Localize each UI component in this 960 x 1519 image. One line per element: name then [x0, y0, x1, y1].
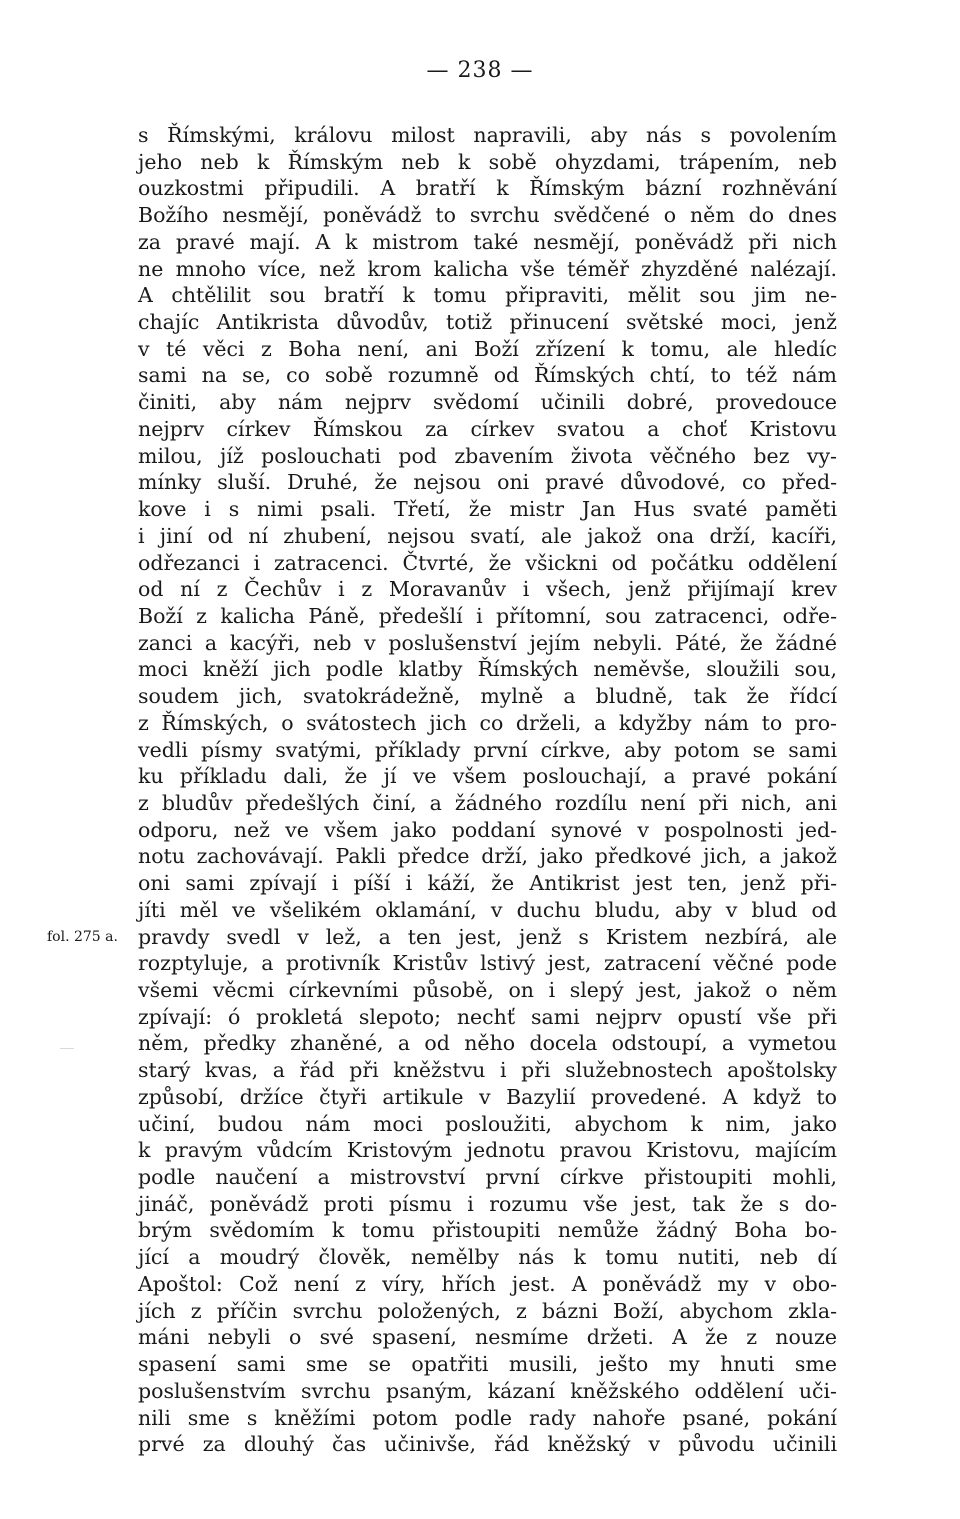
text-line: poslušenstvím svrchu psaným, kázaní kněžského oddělení uči-: [138, 1378, 837, 1403]
text-line: od ní z Čechův i z Moravanův i všech, jenž přijímají krev: [138, 577, 837, 602]
text-line: odřezanci i zatracenci. Čtvrté, že všickni od počátku oddělení: [138, 550, 837, 575]
page-number: — 238 —: [426, 58, 534, 83]
text-line: s Římskými, královu milost napravili, aby nás s povolením: [138, 123, 837, 147]
text-line: oni sami zpívají i píší i káží, že Antikrist jest ten, jenž při-: [138, 871, 837, 896]
text-line: podle naučení a mistrovství první církve přistoupiti mohli,: [138, 1165, 837, 1190]
text-line: chajíc Antikrista důvodův, totiž přinucení světské moci, jenž: [138, 310, 837, 335]
text-line: kove i s nimi psali. Třetí, že mistr Jan Hus svaté paměti: [138, 497, 837, 522]
text-line: za pravé mají. A k mistrom také nesmějí, poněvádž při nich: [138, 229, 837, 254]
text-line: ku příkladu dali, že jí ve všem poslouchají, a pravé pokání: [138, 764, 837, 789]
text-line: učiní, budou nám moci posloužiti, abychom k nim, jako: [138, 1111, 837, 1136]
text-line: i jiní od ní zhubení, nejsou svatí, ale jakož ona drží, kacíři,: [138, 523, 837, 548]
text-line: k pravým vůdcím Kristovým jednotu pravou Kristovu, majícím: [138, 1138, 837, 1163]
text-line: prvé za dlouhý čas učinivše, řád kněžský v původu učinili: [138, 1432, 837, 1457]
text-line: mínky sluší. Druhé, že nejsou oni pravé důvodové, co před-: [138, 470, 837, 495]
text-line: jích z příčin svrchu položených, z bázni Boží, abychom zkla-: [138, 1298, 837, 1323]
text-line: nejprv církev Římskou za církev svatou a choť Kristovu: [138, 416, 837, 441]
text-line: milou, jíž poslouchati pod zbavením života věčného bez vy-: [138, 443, 837, 468]
text-line: z Římských, o svátostech jich co drželi, a kdyžby nám to pro-: [138, 710, 837, 735]
text-line: soudem jich, svatokrádežně, mylně a bludně, tak že řídcí: [138, 684, 837, 709]
text-line: spasení sami sme se opatřiti musili, ješto my hnuti sme: [138, 1352, 837, 1377]
text-line: jící a moudrý člověk, nemělby nás k tomu nutiti, neb dí: [138, 1245, 837, 1270]
margin-mark: [60, 1048, 74, 1049]
text-line: odporu, než ve všem jako poddaní synové v pospolnosti jed-: [138, 817, 837, 842]
text-line: brým svědomím k tomu přistoupiti nemůže žádný Boha bo-: [138, 1218, 837, 1243]
text-line: A chtělilit sou bratří k tomu připraviti, mělit sou jim ne-: [138, 283, 837, 308]
text-line: jináč, poněvádž proti písmu i rozumu vše jest, tak že s do-: [138, 1191, 837, 1216]
text-line: Boží z kalicha Páně, předešlí i přítomní, sou zatracenci, odře-: [138, 603, 837, 628]
text-line: notu zachovávají. Pakli předce drží, jako předkové jich, a jakož: [138, 844, 837, 869]
text-line: máni nebyli o své spasení, nesmíme držeti. A že z nouze: [138, 1325, 837, 1350]
folio-margin-note: fol. 275 a.: [47, 929, 118, 945]
text-line: zanci a kacýři, neb v poslušenství jejím nebyli. Páté, že žádné: [138, 630, 837, 655]
text-line: ne mnoho více, než krom kalicha vše téměř zhyzděné nalézají.: [138, 256, 837, 281]
body-text: [138, 122, 837, 1458]
text-line: činiti, aby nám nejprv svědomí učinili dobré, provedouce: [138, 390, 837, 415]
text-line: moci kněží jich podle klatby Římských neměvše, sloužili sou,: [138, 657, 837, 682]
text-line: rozptyluje, a protivník Kristův lstivý jest, zatracení věčné pode: [138, 951, 837, 976]
text-line: zpívají: ó prokletá slepoto; nechť sami nejprv opustí vše při: [138, 1004, 837, 1029]
text-line: všemi věcmi církevními působě, on i slepý jest, jakož o něm: [138, 978, 837, 1002]
text-line: z bludův předešlých činí, a žádného rozdílu není při nich, ani: [138, 790, 837, 815]
text-line: sami na se, co sobě rozumně od Římských chtí, to též nám: [138, 363, 837, 388]
text-line: Božího nesmějí, poněvádž to svrchu svědčené o něm do dnes: [138, 203, 837, 228]
text-line: jeho neb k Římským neb k sobě ohyzdami, trápením, neb: [138, 149, 837, 174]
text-line: vedli písmy svatými, příklady první církve, aby potom se sami: [138, 737, 837, 762]
text-line: pravdy svedl v lež, a ten jest, jenž s Kristem nezbírá, ale: [138, 924, 837, 949]
text-line: ouzkostmi připudili. A bratří k Římským bázní rozhněvání: [138, 176, 837, 201]
text-line: způsobí, držíce čtyři artikule v Bazylií provedené. A když to: [138, 1084, 837, 1109]
text-line: v té věci z Boha není, ani Boží zřízení k tomu, ale hledíc: [138, 336, 837, 361]
text-line: jíti měl ve všelikém oklamání, v duchu bludu, aby v blud od: [138, 897, 837, 922]
text-line: Apoštol: Což není z víry, hřích jest. A poněvádž my v obo-: [138, 1271, 837, 1296]
text-line: starý kvas, a řád při kněžstvu i při služebnostech apoštolsky: [138, 1058, 837, 1083]
text-line: nili sme s kněžími potom podle rady nahoře psané, pokání: [138, 1405, 837, 1430]
text-line: něm, předky zhaněné, a od něho docela odstoupí, a vymetou: [138, 1031, 837, 1056]
